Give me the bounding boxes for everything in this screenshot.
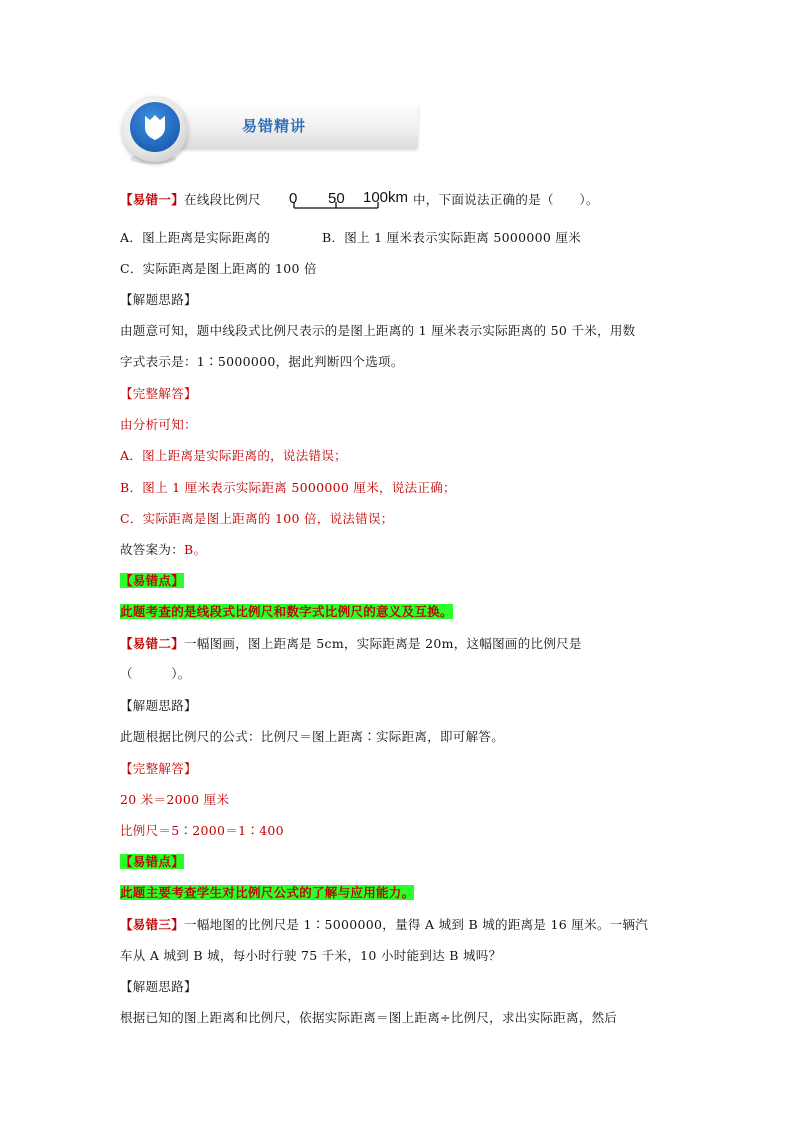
q1-answer-final-prefix: 故答案为： (120, 542, 185, 557)
q1-option-c: C．实际距离是图上距离的 100 倍 (120, 261, 317, 276)
q1-point-label: 【易错点】 (120, 573, 185, 588)
q2-tag: 【易错二】 (120, 636, 185, 651)
q2-point-label-row (120, 854, 184, 870)
banner-title: 易错精讲 (242, 117, 307, 135)
q2-answer-label: 【完整解答】 (120, 761, 197, 776)
q1-answer-label: 【完整解答】 (120, 386, 197, 401)
shield-badge (122, 96, 188, 162)
q1-answer-a: A．图上距离是实际距离的，说法错误； (120, 448, 347, 463)
q1-think-line-1: 由题意可知，题中线段式比例尺表示的是图上距离的 1 厘米表示实际距离的 50 千米，用数 (120, 323, 636, 338)
scale-label-100km: 100km (363, 189, 409, 206)
q2-think-label: 【解题思路】 (120, 698, 197, 713)
q1-answer-final (120, 542, 206, 558)
q1-answer-intro: 由分析可知： (120, 417, 197, 432)
q3-think-label: 【解题思路】 (120, 979, 197, 994)
q3-stem (120, 917, 648, 933)
q2-answer-line-2: 比例尺＝5∶2000＝1∶400 (120, 823, 284, 838)
q1-option-b: B．图上 1 厘米表示实际距离 5000000 厘米 (322, 230, 582, 245)
q1-answer-c: C．实际距离是图上距离的 100 倍，说法错误； (120, 511, 394, 526)
scale-label-50: 50 (328, 190, 345, 207)
q1-tag: 【易错一】 (120, 192, 185, 207)
q1-text-before: 在线段比例尺 (184, 192, 261, 207)
q3-text-2: 车从 A 城到 B 城，每小时行驶 75 千米，10 小时能到达 B 城吗？ (120, 948, 502, 963)
q1-text-after: 中，下面说法正确的是（ ）。 (413, 192, 599, 207)
q2-text-1: 一幅图画，图上距离是 5cm，实际距离是 20m，这幅图画的比例尺是 (184, 636, 582, 651)
q2-answer-line-1: 20 米＝2000 厘米 (120, 792, 230, 807)
q3-tag: 【易错三】 (120, 917, 185, 932)
q1-point-text-row (120, 604, 453, 620)
q2-text-2: （ ）。 (120, 666, 191, 681)
q3-think-line-1: 根据已知的图上距离和比例尺，依据实际距离＝图上距离÷比例尺，求出实际距离，然后 (120, 1010, 618, 1025)
shield-icon (144, 113, 166, 141)
q2-stem (120, 636, 582, 652)
q1-point-text: 此题考查的是线段式比例尺和数字式比例尺的意义及互换。 (120, 604, 453, 619)
q2-point-label: 【易错点】 (120, 854, 185, 869)
q1-point-label-row (120, 573, 184, 589)
q1-option-a: A．图上距离是实际距离的 (120, 230, 271, 245)
q1-think-line-2: 字式表示是：1∶5000000，据此判断四个选项。 (120, 354, 404, 369)
q1-answer-b: B．图上 1 厘米表示实际距离 5000000 厘米，说法正确； (120, 480, 456, 495)
scale-label-0: 0 (289, 190, 298, 207)
q2-think-line-1: 此题根据比例尺的公式：比例尺＝图上距离∶实际距离，即可解答。 (120, 729, 505, 744)
q3-text-1: 一幅地图的比例尺是 1∶5000000，量得 A 城到 B 城的距离是 16 厘米。一辆汽 (184, 917, 649, 932)
section-banner (120, 96, 402, 170)
q2-point-text: 此题主要考查学生对比例尺公式的了解与应用能力。 (120, 885, 415, 900)
q1-think-label: 【解题思路】 (120, 292, 197, 307)
q1-answer-final-value: B。 (184, 542, 207, 557)
q1-stem (120, 192, 261, 208)
q2-point-text-row (120, 885, 414, 901)
